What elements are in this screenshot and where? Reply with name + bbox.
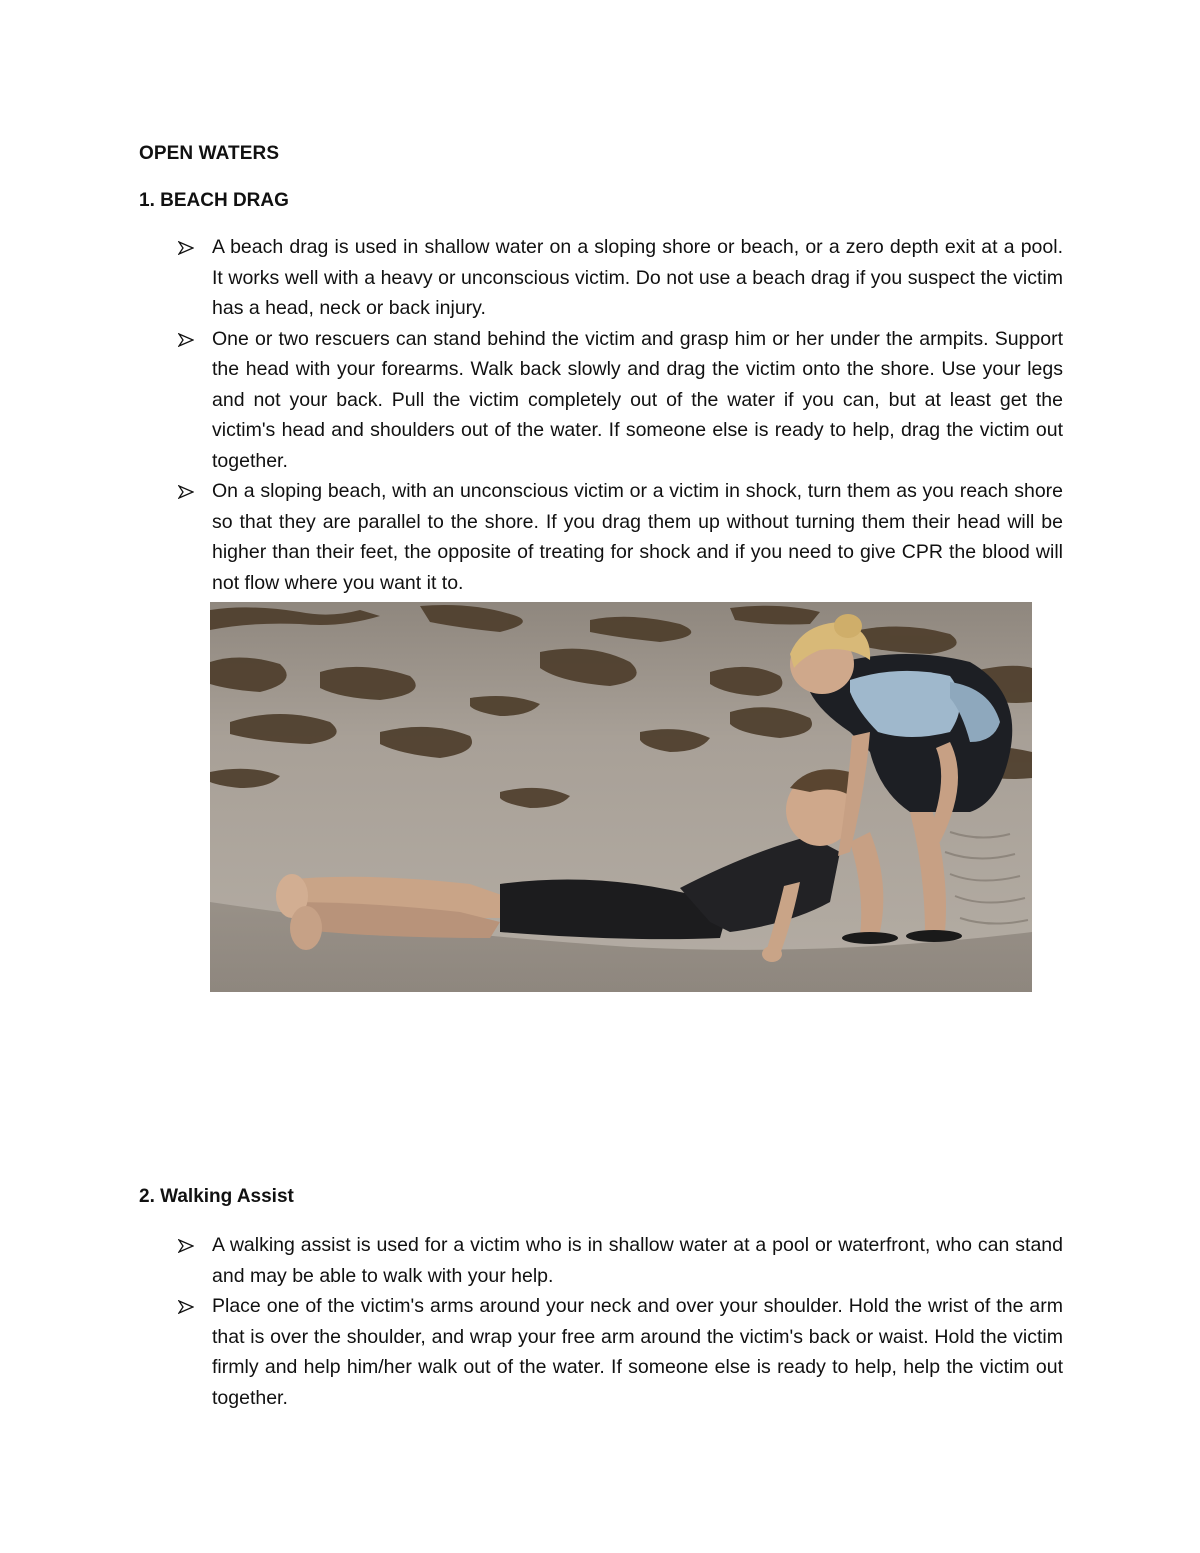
section-heading-beach-drag: 1. BEACH DRAG: [139, 190, 289, 211]
arrowhead-bullet-icon: [178, 241, 194, 255]
beach-drag-photo: [210, 602, 1032, 992]
arrowhead-bullet-icon: [178, 333, 194, 347]
list-item: [178, 1230, 1063, 1291]
list-item: [178, 1291, 1063, 1413]
bullet-text: A walking assist is used for a victim who is in shallow water at a pool or waterfront, who can stand and may be able to walk with your help.: [212, 1234, 1063, 1287]
list-item: [178, 324, 1063, 477]
bullet-text: A beach drag is used in shallow water on a sloping shore or beach, or a zero depth exit at a pool. It works well with a heavy or unconscious victim. Do not use a beach drag if you suspect the victim has a head, neck or back injury.: [212, 236, 1063, 319]
section-heading-walking-assist: 2. Walking Assist: [139, 1186, 294, 1207]
bullet-text: One or two rescuers can stand behind the victim and grasp him or her under the armpits. Support the head with your forearms. Walk back slowly and drag the victim onto the shore. Use your legs and not your back. Pull the victim completely out of the water if you can, but at least get the victim's head and shoulders out of the water. If someone else is ready to help, drag the victim out together.: [212, 327, 1063, 472]
list-item: [178, 476, 1063, 598]
arrowhead-bullet-icon: [178, 485, 194, 499]
bullet-text: Place one of the victim's arms around your neck and over your shoulder. Hold the wrist of the arm that is over the shoulder, and wrap your free arm around the victim's back or waist. Hold the victim firmly and help him/her walk out of the water. If someone else is ready to help, help the victim out together.: [212, 1295, 1063, 1409]
bullet-text: On a sloping beach, with an unconscious victim or a victim in shock, turn them as you reach shore so that they are parallel to the shore. If you drag them up without turning them their head will be higher than their feet, the opposite of treating for shock and if you need to give CPR the blood will not flow where you want it to.: [212, 480, 1063, 594]
list-item: [178, 232, 1063, 324]
arrowhead-bullet-icon: [178, 1239, 194, 1253]
walking-assist-bullet-list: [178, 1230, 1063, 1413]
page-title: OPEN WATERS: [139, 143, 280, 164]
beach-drag-bullet-list: [178, 232, 1063, 598]
arrowhead-bullet-icon: [178, 1300, 194, 1314]
